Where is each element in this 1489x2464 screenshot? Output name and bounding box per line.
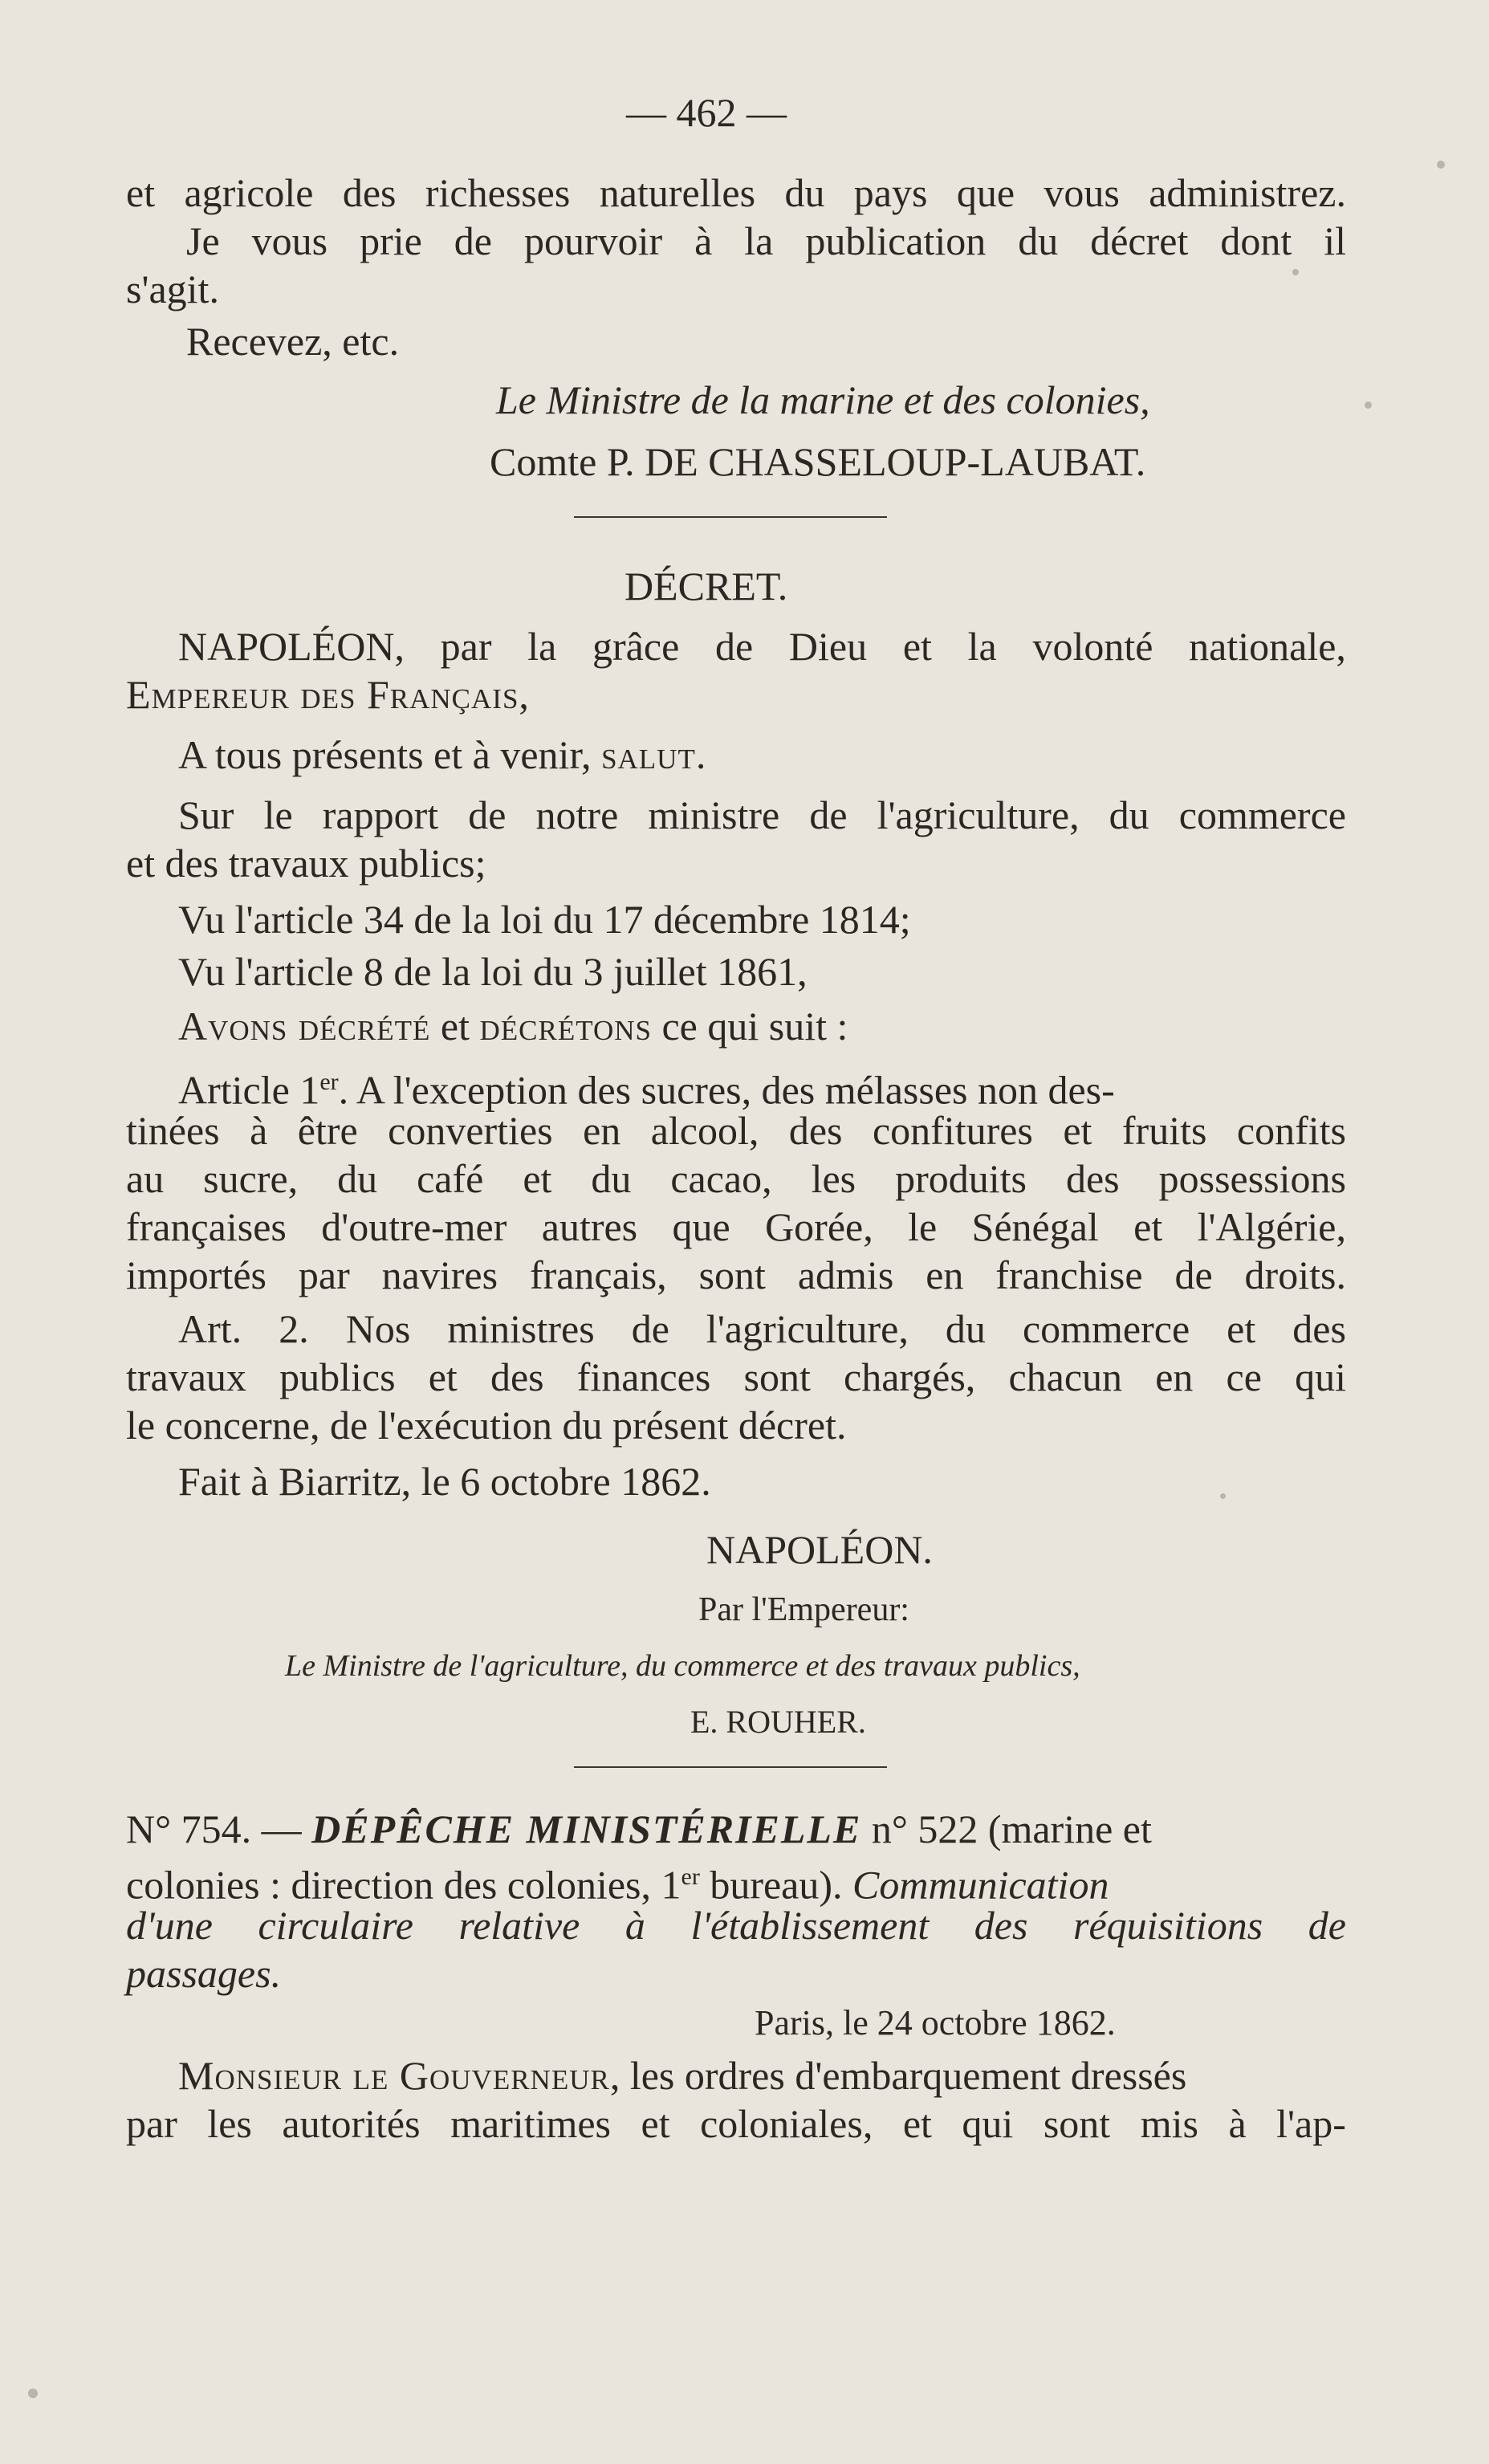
letter-signature-title: Le Ministre de la marine et des colonies, bbox=[496, 377, 1150, 422]
word: réquisitions bbox=[1073, 1903, 1263, 1948]
word: que bbox=[672, 1204, 730, 1249]
word: à bbox=[250, 1108, 268, 1153]
word: par bbox=[298, 1252, 350, 1297]
word: tinées bbox=[126, 1108, 220, 1153]
word: l'ap- bbox=[1276, 2101, 1346, 2146]
divider-2 bbox=[574, 1766, 887, 1768]
word: fruits bbox=[1121, 1108, 1207, 1153]
word: coloniales, bbox=[700, 2101, 873, 2146]
word: l'établissement bbox=[690, 1903, 930, 1948]
word: de bbox=[468, 792, 507, 837]
article-1-text: . A l'exception des sucres, des mélasses non des- bbox=[338, 1067, 1115, 1113]
word: pays bbox=[853, 170, 928, 215]
word: pourvoir bbox=[523, 218, 663, 263]
word: converties bbox=[388, 1108, 553, 1153]
word: possessions bbox=[1158, 1156, 1346, 1201]
word: des bbox=[1292, 1306, 1346, 1351]
word: finances bbox=[576, 1354, 711, 1399]
word: l'agriculture, bbox=[706, 1306, 909, 1351]
dispatch-heading-line-1 bbox=[126, 1805, 1346, 1853]
word: travaux bbox=[126, 1354, 246, 1399]
word: il bbox=[1324, 218, 1346, 263]
word: Sur bbox=[178, 792, 234, 837]
decree-minister-name: E. ROUHER. bbox=[690, 1704, 866, 1740]
word: à bbox=[1228, 2101, 1247, 2146]
word: et bbox=[902, 2101, 932, 2146]
word: à bbox=[694, 218, 713, 263]
word: qui bbox=[1295, 1354, 1346, 1399]
word: du bbox=[1109, 792, 1149, 837]
word: l'agriculture, bbox=[877, 792, 1080, 837]
word: relative bbox=[458, 1903, 580, 1948]
word: agricole bbox=[184, 170, 314, 215]
decree-heading: DÉCRET. bbox=[624, 564, 788, 609]
word: de bbox=[1308, 1903, 1346, 1948]
word: et bbox=[1063, 1108, 1092, 1153]
letter-line-1 bbox=[126, 169, 1346, 217]
word: des bbox=[974, 1903, 1028, 1948]
word: du bbox=[591, 1156, 632, 1201]
word: rapport bbox=[322, 792, 439, 837]
word: maritimes bbox=[450, 2101, 612, 2146]
paper-speck bbox=[1437, 161, 1445, 169]
word: que bbox=[956, 170, 1015, 215]
dispatch-heading-line-3 bbox=[126, 1901, 1346, 1949]
word: Je bbox=[186, 218, 220, 263]
article-2-line-1 bbox=[178, 1305, 1346, 1353]
word: alcool, bbox=[650, 1108, 759, 1153]
word: et bbox=[1133, 1204, 1163, 1249]
word: des bbox=[788, 1108, 843, 1153]
decree-done-at: Fait à Biarritz, le 6 octobre 1862. bbox=[178, 1459, 711, 1504]
word: du bbox=[1018, 218, 1059, 263]
article-1-line-3 bbox=[126, 1155, 1346, 1203]
word: richesses bbox=[425, 170, 571, 215]
word: Sénégal bbox=[971, 1204, 1099, 1249]
word: Nos bbox=[345, 1306, 411, 1351]
letter-line-2 bbox=[186, 217, 1346, 265]
letter-signature-name: Comte P. DE CHASSELOUP-LAUBAT. bbox=[490, 439, 1146, 484]
dispatch-date: Paris, le 24 octobre 1862. bbox=[755, 2003, 1116, 2042]
word: Dieu bbox=[788, 624, 868, 669]
word: naturelles bbox=[599, 170, 756, 215]
word: la bbox=[967, 624, 997, 669]
article-1-line-4 bbox=[126, 1203, 1346, 1251]
dispatch-title-rest: n° 522 (marine et bbox=[861, 1806, 1152, 1851]
word: d'outre-mer bbox=[321, 1204, 507, 1249]
word: produits bbox=[895, 1156, 1027, 1201]
paper-speck bbox=[1220, 1493, 1226, 1499]
word: l'Algérie, bbox=[1197, 1204, 1346, 1249]
word: dont bbox=[1220, 218, 1292, 263]
dispatch-communication: Communication bbox=[852, 1862, 1109, 1908]
decree-vu-2: Vu l'article 8 de la loi du 3 juillet 1861, bbox=[178, 949, 808, 994]
word: publication bbox=[805, 218, 987, 263]
dispatch-body-text-1: , les ordres d'embarquement dressés bbox=[609, 2053, 1187, 2098]
decree-report-line-1 bbox=[178, 791, 1346, 839]
word: volonté bbox=[1032, 624, 1153, 669]
article-1-label: Article 1 bbox=[178, 1067, 320, 1113]
word: prie bbox=[360, 218, 422, 263]
page-number: — 462 — bbox=[626, 90, 787, 135]
word: notre bbox=[535, 792, 619, 837]
word: franchise bbox=[995, 1252, 1143, 1297]
word: du bbox=[784, 170, 825, 215]
dispatch-title: DÉPÊCHE MINISTÉRIELLE bbox=[311, 1806, 862, 1851]
word: autorités bbox=[282, 2101, 421, 2146]
article-2-line-3: le concerne, de l'exécution du présent décret. bbox=[126, 1403, 847, 1448]
word: être bbox=[297, 1108, 358, 1153]
word: de bbox=[454, 218, 492, 263]
article-1-sup: er bbox=[319, 1069, 339, 1095]
word: Gorée, bbox=[765, 1204, 873, 1249]
word: de bbox=[714, 624, 754, 669]
word: café bbox=[417, 1156, 484, 1201]
word: administrez. bbox=[1149, 170, 1346, 215]
word: du bbox=[945, 1306, 986, 1351]
word: ministres bbox=[447, 1306, 595, 1351]
word: le bbox=[908, 1204, 938, 1249]
word: vous bbox=[251, 218, 328, 263]
word: sont bbox=[698, 1252, 766, 1297]
word: par bbox=[126, 2101, 177, 2146]
word: Art. bbox=[178, 1306, 242, 1351]
word: chacun bbox=[1008, 1354, 1123, 1399]
dispatch-number: N° 754. — bbox=[126, 1806, 312, 1851]
paper-speck bbox=[28, 2389, 38, 2398]
word: commerce bbox=[1178, 792, 1346, 837]
word: décret bbox=[1090, 218, 1189, 263]
word: commerce bbox=[1022, 1306, 1190, 1351]
word: en bbox=[583, 1108, 621, 1153]
article-1-line-2 bbox=[126, 1106, 1346, 1155]
word: des bbox=[342, 170, 397, 215]
word: ce bbox=[1226, 1354, 1262, 1399]
dispatch-sup: er bbox=[681, 1863, 700, 1890]
word: sont bbox=[1043, 2101, 1111, 2146]
dispatch-body-line-2 bbox=[126, 2099, 1346, 2148]
word: au bbox=[126, 1156, 165, 1201]
decree-avons-line bbox=[178, 1002, 848, 1050]
decree-salut-line bbox=[178, 731, 706, 779]
dispatch-direction: colonies : direction des colonies, 1 bbox=[126, 1862, 681, 1908]
word: françaises bbox=[126, 1204, 287, 1249]
decree-avons-decretons: décrétons bbox=[479, 1004, 652, 1049]
word: mis bbox=[1140, 2101, 1198, 2146]
word: par bbox=[440, 624, 492, 669]
decree-preamble-1 bbox=[178, 622, 1346, 670]
word: importés bbox=[126, 1252, 266, 1297]
article-1-line-5 bbox=[126, 1251, 1346, 1299]
letter-line-3: s'agit. bbox=[126, 267, 219, 312]
word: confits bbox=[1236, 1108, 1346, 1153]
word: la bbox=[744, 218, 774, 263]
word: le bbox=[263, 792, 293, 837]
decree-minister-title: Le Ministre de l'agriculture, du commerce et des travaux publics, bbox=[285, 1649, 1080, 1683]
word: et bbox=[126, 170, 156, 215]
word: vous bbox=[1044, 170, 1120, 215]
word: la bbox=[527, 624, 557, 669]
decree-avons-suit: ce qui suit : bbox=[651, 1004, 848, 1049]
decree-vu-1: Vu l'article 34 de la loi du 17 décembre 1814; bbox=[178, 897, 911, 942]
word: des bbox=[1065, 1156, 1120, 1201]
word: sucre, bbox=[203, 1156, 299, 1201]
word: ministre bbox=[648, 792, 780, 837]
paper-speck bbox=[1292, 269, 1299, 275]
word: nationale, bbox=[1189, 624, 1346, 669]
dispatch-body-line-1 bbox=[178, 2051, 1346, 2099]
word: et bbox=[523, 1156, 552, 1201]
word: publics bbox=[279, 1354, 396, 1399]
word: grâce bbox=[592, 624, 680, 669]
word: de bbox=[631, 1306, 669, 1351]
article-2-line-2 bbox=[126, 1353, 1346, 1401]
word: en bbox=[1155, 1354, 1194, 1399]
word: et bbox=[428, 1354, 458, 1399]
divider-1 bbox=[574, 516, 887, 518]
decree-avons-decrete: Avons décrété bbox=[178, 1004, 431, 1049]
decree-salut-text: A tous présents et à venir, bbox=[178, 732, 602, 777]
decree-signature: NAPOLÉON. bbox=[706, 1527, 933, 1572]
word: du bbox=[337, 1156, 378, 1201]
decree-report-line-2: et des travaux publics; bbox=[126, 841, 486, 886]
paper-speck bbox=[1365, 401, 1372, 409]
word: cacao, bbox=[670, 1156, 772, 1201]
dispatch-salutation: Monsieur le Gouverneur bbox=[178, 2053, 610, 2098]
word: 2. bbox=[279, 1306, 309, 1351]
word: admis bbox=[797, 1252, 894, 1297]
word: français, bbox=[529, 1252, 667, 1297]
word: de bbox=[809, 792, 848, 837]
word: d'une bbox=[126, 1903, 213, 1948]
word: et bbox=[902, 624, 932, 669]
word: circulaire bbox=[258, 1903, 413, 1948]
letter-closing: Recevez, etc. bbox=[186, 319, 400, 364]
word: autres bbox=[541, 1204, 638, 1249]
decree-avons-et: et bbox=[430, 1004, 480, 1049]
word: à bbox=[624, 1903, 645, 1948]
word: chargés, bbox=[844, 1354, 976, 1399]
word: et bbox=[1227, 1306, 1256, 1351]
word: et bbox=[641, 2101, 670, 2146]
word: NAPOLÉON, bbox=[178, 624, 405, 669]
word: navires bbox=[381, 1252, 498, 1297]
dispatch-bureau: bureau). bbox=[699, 1862, 853, 1908]
word: droits. bbox=[1244, 1252, 1346, 1297]
word: confitures bbox=[872, 1108, 1033, 1153]
word: les bbox=[207, 2101, 252, 2146]
decree-preamble-2: Empereur des Français, bbox=[126, 672, 530, 717]
decree-salut-word: salut. bbox=[601, 732, 707, 777]
word: sont bbox=[743, 1354, 811, 1399]
word: de bbox=[1174, 1252, 1213, 1297]
word: les bbox=[811, 1156, 856, 1201]
decree-by-emperor: Par l'Empereur: bbox=[698, 1591, 909, 1628]
word: qui bbox=[962, 2101, 1014, 2146]
word: en bbox=[926, 1252, 964, 1297]
word: des bbox=[490, 1354, 544, 1399]
dispatch-heading-line-4: passages. bbox=[126, 1951, 282, 1996]
